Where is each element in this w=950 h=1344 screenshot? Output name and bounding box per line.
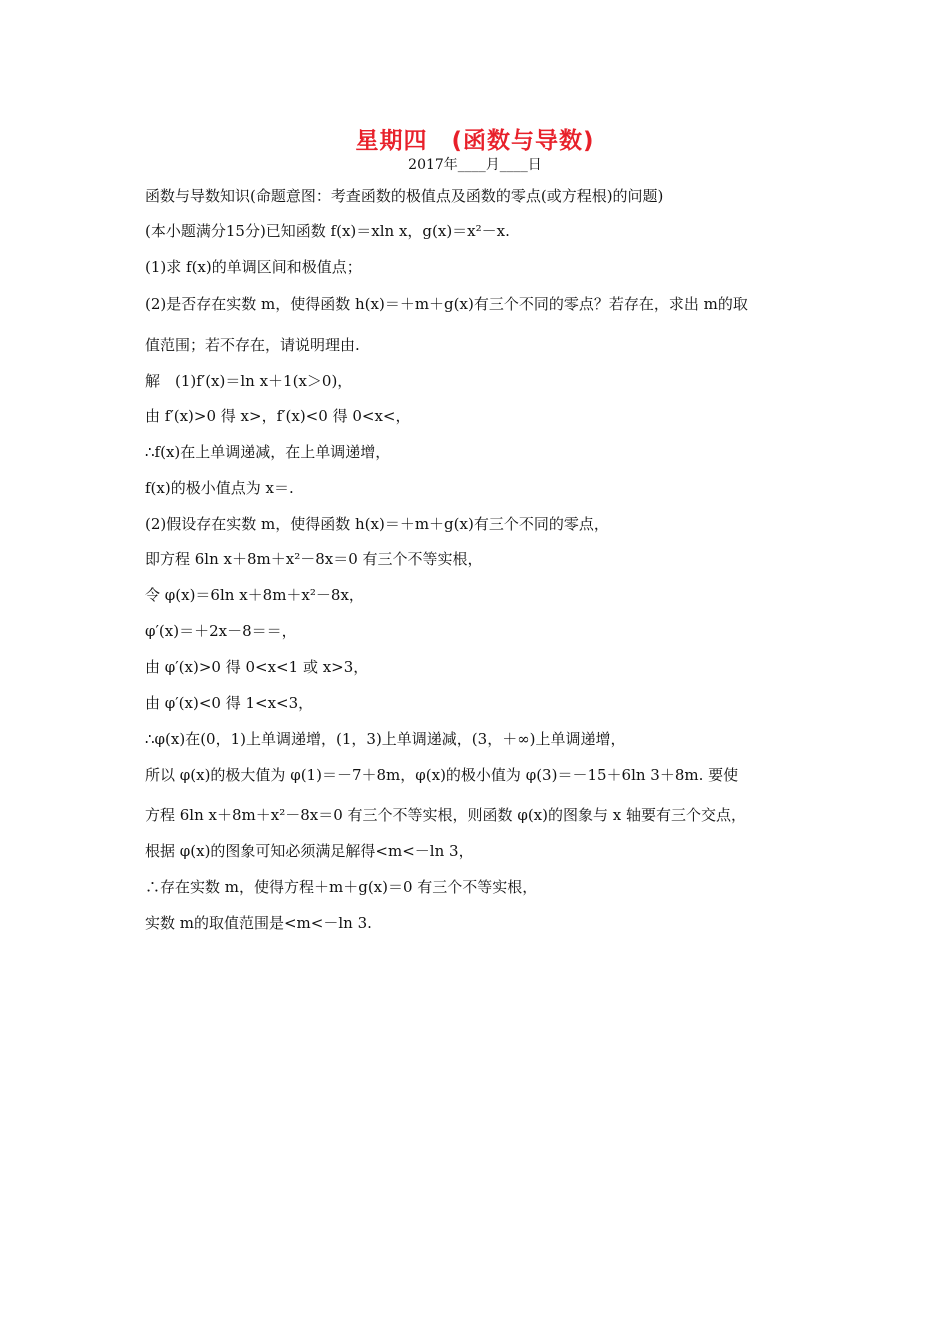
- problem-statement: (本小题满分15分)已知函数 f(x)＝xln x，g(x)＝x²－x.: [145, 222, 510, 240]
- solution-line: 即方程 6ln x＋8m＋x²－8x＝0 有三个不等实根，: [145, 550, 483, 568]
- solution-line: ∴存在实数 m，使得方程＋m＋g(x)＝0 有三个不等实根，: [145, 878, 538, 896]
- solution-line: 由 f′(x)>0 得 x>，f′(x)<0 得 0<x<，: [145, 407, 411, 425]
- solution-line: ∴f(x)在上单调递减，在上单调递增，: [145, 443, 391, 461]
- solution-line: 方程 6ln x＋8m＋x²－8x＝0 有三个不等实根，则函数 φ(x)的图象与 x 轴要有三个交点，: [145, 806, 746, 824]
- solution-line: 所以 φ(x)的极大值为 φ(1)＝－7＋8m，φ(x)的极小值为 φ(3)＝－15＋6ln 3＋8m. 要使: [145, 766, 739, 784]
- solution-line: 由 φ′(x)>0 得 0<x<1 或 x>3，: [145, 658, 369, 676]
- page-title: 星期四 (函数与导数): [355, 128, 595, 154]
- question-1: (1)求 f(x)的单调区间和极值点；: [145, 258, 362, 276]
- solution-line: 实数 m的取值范围是<m<－ln 3.: [145, 914, 372, 932]
- solution-line: 根据 φ(x)的图象可知必须满足解得<m<－ln 3，: [145, 842, 474, 860]
- solution-line: ∴φ(x)在(0，1)上单调递增，(1，3)上单调递减，(3，＋∞)上单调递增，: [145, 730, 626, 748]
- solution-line: f(x)的极小值点为 x＝.: [145, 479, 294, 497]
- solution-line: 由 φ′(x)<0 得 1<x<3，: [145, 694, 314, 712]
- solution-line: 令 φ(x)＝6ln x＋8m＋x²－8x，: [145, 586, 364, 604]
- solution-line: φ′(x)＝＋2x－8＝＝，: [145, 622, 297, 640]
- question-2-line-1: (2)是否存在实数 m，使得函数 h(x)＝＋m＋g(x)有三个不同的零点？若存在，求出 m的取: [145, 295, 748, 313]
- solution-line: 解 (1)f′(x)＝ln x＋1(x＞0)，: [145, 372, 353, 390]
- solution-line: (2)假设存在实数 m，使得函数 h(x)＝＋m＋g(x)有三个不同的零点，: [145, 515, 609, 533]
- intro-line: 函数与导数知识(命题意图：考查函数的极值点及函数的零点(或方程根)的问题): [145, 187, 664, 205]
- date-line: 2017年____月____日: [408, 157, 542, 173]
- question-2-line-2: 值范围；若不存在，请说明理由.: [145, 336, 360, 354]
